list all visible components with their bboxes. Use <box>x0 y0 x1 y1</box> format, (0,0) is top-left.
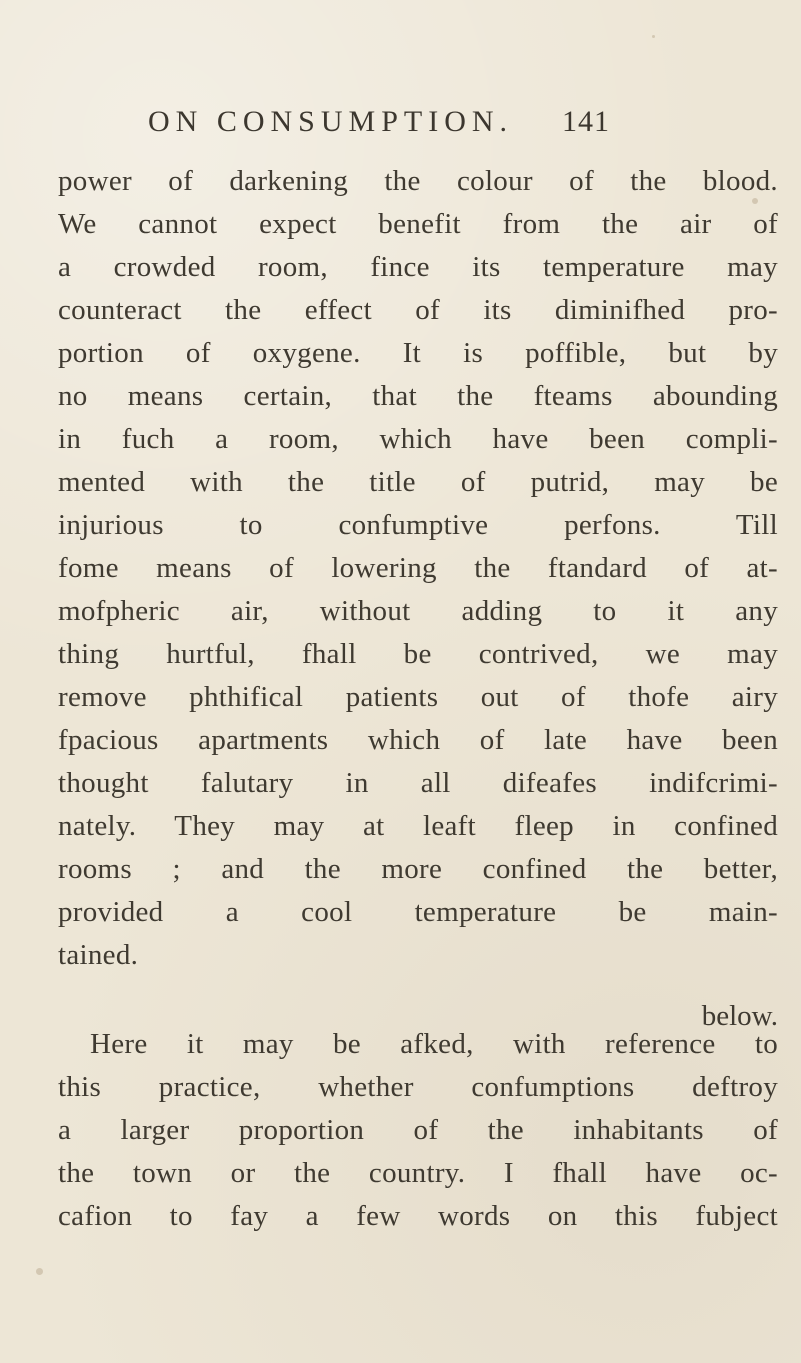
text-line: provided a cool temperature be main- <box>58 896 778 928</box>
text-line: this practice, whether confumptions deftroy <box>58 1071 778 1103</box>
text-line: mented with the title of putrid, may be <box>58 466 778 498</box>
text-line: a crowded room, fince its temperature may <box>58 251 778 283</box>
paper-stain <box>652 35 655 38</box>
paper-stain <box>36 1268 43 1275</box>
text-line: We cannot expect benefit from the air of <box>58 208 778 240</box>
text-line: counteract the effect of its diminifhed pro- <box>58 294 778 326</box>
text-line: remove phthifical patients out of thofe airy <box>58 681 778 713</box>
text-line: portion of oxygene. It is poffible, but by <box>58 337 778 369</box>
text-line: fpacious apartments which of late have been <box>58 724 778 756</box>
text-line: Here it may be afked, with reference to <box>90 1028 778 1060</box>
body-text <box>58 160 778 1238</box>
text-line: mofpheric air, without adding to it any <box>58 595 778 627</box>
page-number: 141 <box>562 105 610 138</box>
text-line: power of darkening the colour of the blood. <box>58 165 778 197</box>
page-header <box>148 105 610 145</box>
text-line: no means certain, that the fteams abounding <box>58 380 778 412</box>
text-line: the town or the country. I fhall have oc- <box>58 1157 778 1189</box>
text-line: fome means of lowering the ftandard of at- <box>58 552 778 584</box>
text-line: thought falutary in all difeafes indifcrimi- <box>58 767 778 799</box>
text-line: injurious to confumptive perfons. Till <box>58 509 778 541</box>
catchword: below. <box>701 1000 778 1032</box>
text-line: in fuch a room, which have been compli- <box>58 423 778 455</box>
text-line: cafion to fay a few words on this fubject <box>58 1200 778 1232</box>
paragraph-gap <box>58 977 778 1023</box>
text-line: nately. They may at leaft fleep in confined <box>58 810 778 842</box>
text-line: a larger proportion of the inhabitants of <box>58 1114 778 1146</box>
text-line: rooms ; and the more confined the better, <box>58 853 778 885</box>
text-line: thing hurtful, fhall be contrived, we may <box>58 638 778 670</box>
running-head: ON CONSUMPTION. <box>148 105 514 138</box>
text-line: tained. <box>58 939 139 971</box>
